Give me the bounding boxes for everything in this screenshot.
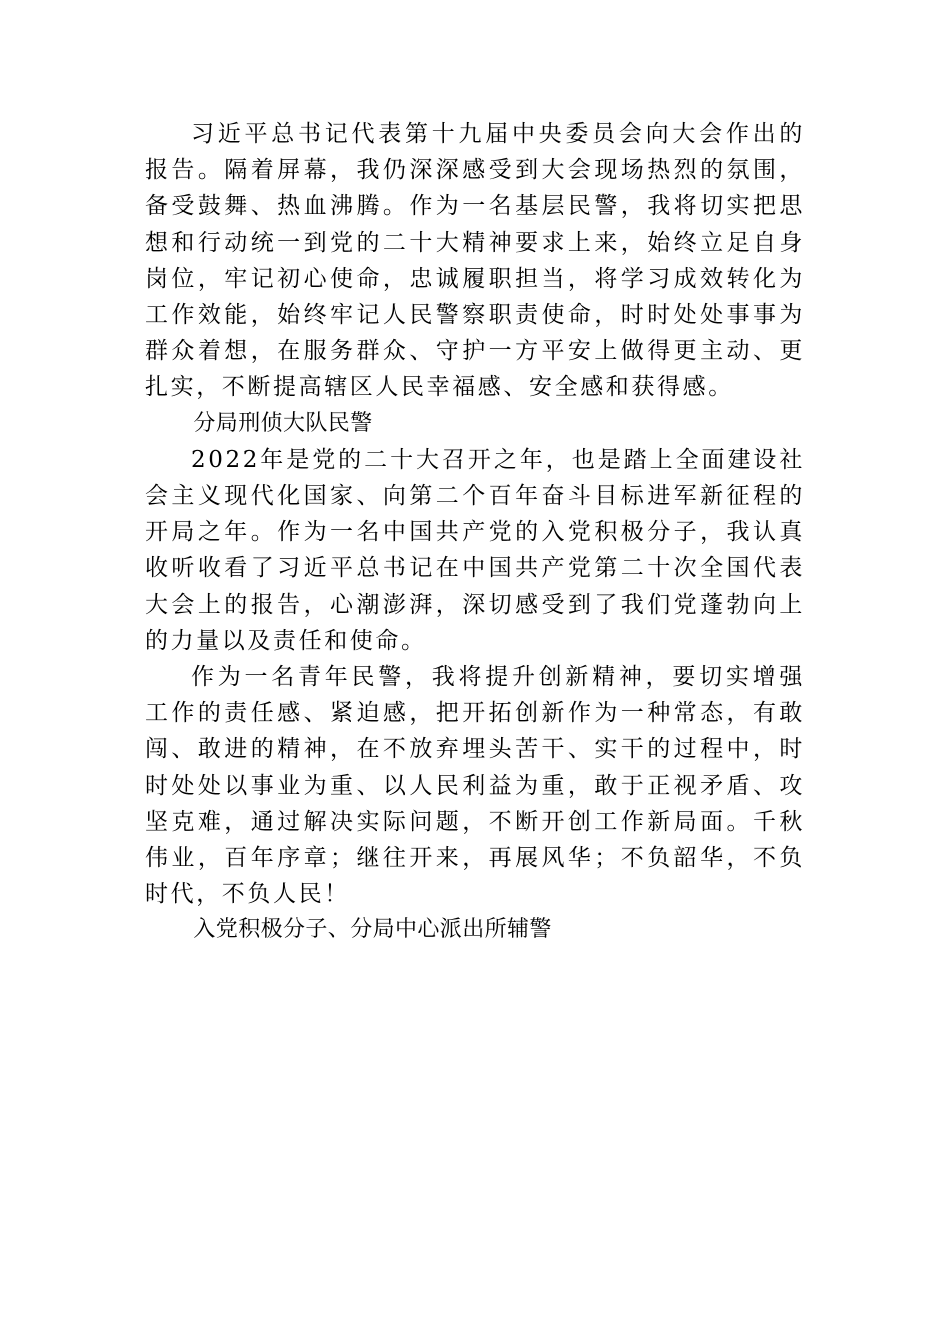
paragraph-1: 习近平总书记代表第十九届中央委员会向大会作出的报告。隔着屏幕，我仍深深感受到大会现场热烈的氛围，备受鼓舞、热血沸腾。作为一名基层民警，我将切实把思想和行动统一到党的二十大精神要求上来，始终立足自身岗位，牢记初心使命，忠诚履职担当，将学习成效转化为工作效能，始终牢记人民警察职责使命，时时处处事事为群众着想，在服务群众、守护一方平安上做得更主动、更扎实，不断提高辖区人民幸福感、安全感和获得感。 [145, 121, 805, 401]
paragraph-2: 2022年是党的二十大召开之年，也是踏上全面建设社会主义现代化国家、向第二个百年奋斗目标进军新征程的开局之年。作为一名中国共产党的入党积极分子，我认真收听收看了习近平总书记在中国共产党第二十次全国代表大会上的报告，心潮澎湃，深切感受到了我们党蓬勃向上的力量以及责任和使命。 [145, 446, 805, 654]
author-line-1: 分局刑侦大队民警 [193, 410, 373, 436]
paragraph-3: 作为一名青年民警，我将提升创新精神，要切实增强工作的责任感、紧迫感，把开拓创新作为一种常态，有敢闯、敢进的精神，在不放弃埋头苦干、实干的过程中，时时处处以事业为重、以人民利益为重，敢于正视矛盾、攻坚克难，通过解决实际问题，不断开创工作新局面。千秋伟业，百年序章；继往开来，再展风华；不负韶华，不负时代，不负人民！ [145, 664, 805, 908]
document-content [145, 116, 805, 949]
author-line-2: 入党积极分子、分局中心派出所辅警 [193, 917, 552, 943]
